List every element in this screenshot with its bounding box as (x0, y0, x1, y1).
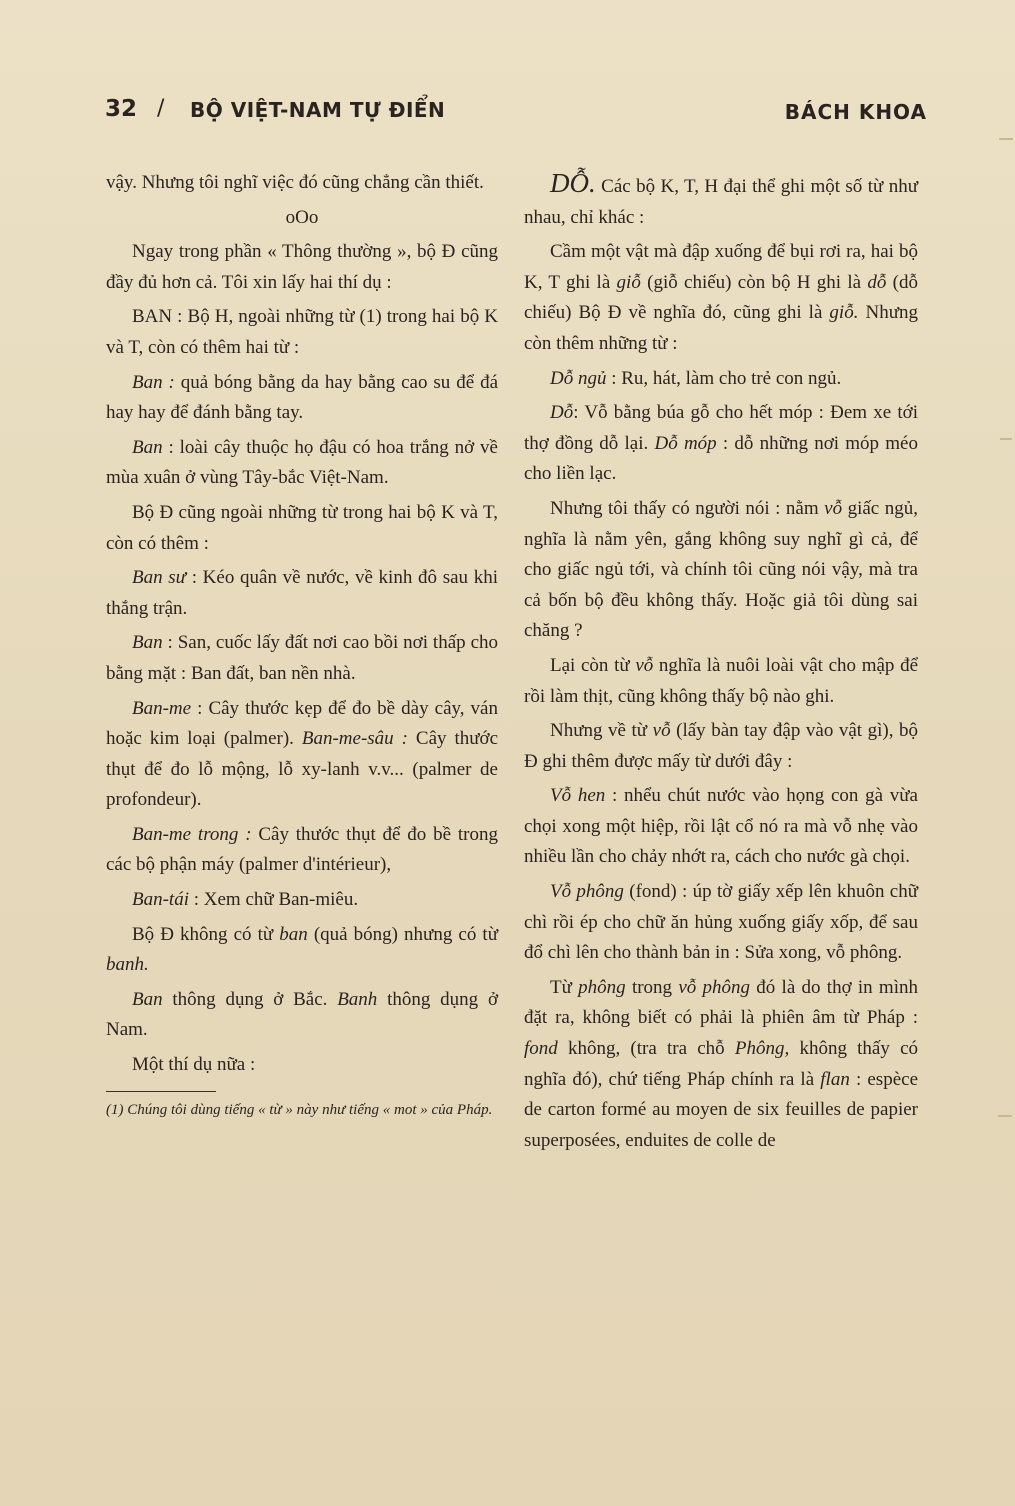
text-run: thông dụng ở Nam. (106, 988, 498, 1041)
text-run: (dỗ chiếu) Bộ Đ về nghĩa đó, cũng ghi là (524, 271, 918, 324)
entry-term: Ban (132, 988, 163, 1010)
dictionary-entry (106, 368, 498, 429)
text-run: đó là do thợ in mình đặt ra, không biết có phải là phiên âm từ Pháp : (524, 976, 918, 1029)
entry-definition: : dỗ những nơi móp méo cho liền lạc. (524, 432, 918, 485)
text-run: không, (tra tra chỗ (557, 1038, 735, 1060)
entry-term: Ban-me-sâu : (301, 728, 408, 750)
text-run: Nhưng về từ (550, 720, 653, 742)
text-run: Bộ Đ không có từ (132, 923, 280, 945)
dictionary-entry (106, 628, 498, 689)
entry-term: Vỗ phông (550, 881, 624, 903)
text-run: (quả bóng) nhưng có từ (307, 923, 498, 945)
dictionary-entry (106, 563, 498, 624)
header-separator: / (157, 96, 165, 121)
entry-term: giỗ (616, 271, 641, 293)
entry-definition: : loài cây thuộc họ đậu có hoa trắng nở về mùa xuân ở vùng Tây-bắc Việt-Nam. (106, 436, 498, 489)
entry-term: Ban-me trong : (132, 823, 252, 845)
entry-headword: DỖ. (550, 168, 596, 198)
entry-definition: : nhểu chút nước vào họng con gà vừa chọi xong một hiệp, rồi lật cổ nó ra mà vỗ nhẹ vào nhiều lần cho chảy nhớt ra, cách cho nước gà chọi. (524, 785, 918, 868)
right-column (524, 168, 918, 1160)
paper-mark (999, 138, 1013, 140)
dictionary-entry (524, 364, 918, 395)
running-title: BỘ VIỆT-NAM TỰ ĐIỂN (190, 98, 446, 122)
entry-term: fond (524, 1038, 558, 1060)
entry-term: Ban (132, 436, 163, 458)
entry-term: Vỗ hen (550, 785, 606, 807)
text-run: thông dụng ở Bắc. (162, 988, 338, 1010)
entry-definition: : Vỗ bằng búa gỗ cho hết móp : Đem xe tới thợ đồng dỗ lại. (524, 402, 918, 454)
paragraph: Một thí dụ nữa : (132, 1054, 256, 1076)
text-run: (lấy bàn tay đập vào vật gì), bộ Đ ghi thêm được mấy từ dưới đây : (524, 720, 918, 772)
entry-term: flan (820, 1068, 850, 1090)
footnote-rule (106, 1091, 216, 1092)
text-run: Nhưng còn thêm những từ : (524, 302, 918, 354)
text-run: trong (625, 976, 679, 998)
text-run: Cầm một vật mà đập xuống để bụi rơi ra, hai bộ K, T ghi là (524, 241, 918, 293)
entry-term: Dỗ ngủ (550, 367, 607, 389)
entry-term: Ban (132, 632, 163, 654)
magazine-name: BÁCH KHOA (784, 100, 927, 124)
text-run: giấc ngủ, nghĩa là nằm yên, gắng không suy nghĩ gì cả, để cho giấc ngủ tới, và chính tôi cũng nói vậy, mà tra cả bốn bộ đều không thấy. Hoặc giả tôi dùng sai chăng ? (524, 497, 918, 642)
text-run: (giỗ chiếu) còn bộ H ghi là (640, 271, 868, 293)
entry-term: Ban : (132, 371, 175, 393)
entry-definition: quả bóng bằng da hay bằng cao su để đá hay hay để đánh bằng tay. (106, 371, 498, 424)
dictionary-entry (524, 398, 918, 490)
paragraph (524, 237, 918, 359)
paragraph: vậy. Nhưng tôi nghĩ việc đó cũng chẳng cần thiết. (106, 172, 484, 193)
entry-definition: Các bộ K, T, H đại thể ghi một số từ như nhau, chỉ khác : (524, 176, 918, 228)
entry-term: dỗ (867, 271, 887, 293)
entry-term: banh. (106, 954, 149, 976)
entry-definition: Cây thước thụt để đo bề trong các bộ phận máy (palmer d'intérieur), (106, 823, 498, 876)
paragraph (106, 920, 498, 981)
entry-definition: : Cây thước kẹp để đo bề dày cây, ván hoặc kim loại (palmer). (106, 697, 498, 750)
paragraph (524, 494, 918, 647)
entry-term: Banh (337, 988, 378, 1010)
entry-term: Dỗ móp (654, 432, 717, 454)
left-column (106, 168, 498, 1126)
entry-definition: : Ru, hát, làm cho trẻ con ngủ. (606, 367, 842, 389)
paragraph (524, 651, 918, 712)
entry-term: vỗ (824, 497, 843, 519)
paragraph: Bộ Đ cũng ngoài những từ trong hai bộ K và T, còn có thêm : (106, 501, 498, 554)
text-run: Lại còn từ (550, 654, 636, 676)
entry-term: vỗ (635, 654, 654, 676)
paper-mark (1000, 438, 1012, 440)
page-header (105, 96, 927, 132)
entry-term: Dỗ (550, 402, 574, 424)
paragraph: Ngay trong phần « Thông thường », bộ Đ cũng đầy đủ hơn cả. Tôi xin lấy hai thí dụ : (106, 241, 498, 293)
entry-definition: : Kéo quân về nước, về kinh đô sau khi thắng trận. (106, 567, 498, 619)
entry-term: Ban sư (132, 567, 187, 589)
dictionary-entry (524, 168, 918, 233)
section-divider: oOo (285, 206, 319, 228)
text-run: không thấy có nghĩa đó), chứ tiếng Pháp chính ra là (524, 1038, 918, 1090)
dictionary-entry (106, 820, 498, 881)
entry-term: Ban-tái (132, 889, 189, 911)
entry-term: vỗ phông (678, 976, 751, 998)
entry-term: Ban-me (132, 697, 192, 719)
text-run: Nhưng tôi thấy có người nói : nằm (550, 497, 825, 519)
entry-term: vỗ (652, 720, 671, 742)
dictionary-entry (106, 694, 498, 816)
paragraph (524, 716, 918, 777)
page-number: 32 (105, 96, 138, 122)
entry-term: phông (578, 976, 626, 998)
text-run: Từ (550, 976, 579, 998)
entry-term: giỗ. (829, 302, 859, 324)
paragraph: BAN : Bộ H, ngoài những từ (1) trong hai bộ K và T, còn có thêm hai từ : (106, 306, 498, 358)
dictionary-entry (106, 885, 498, 916)
entry-definition: : San, cuốc lấy đất nơi cao bồi nơi thấp cho bằng mặt : Ban đất, ban nền nhà. (106, 632, 498, 684)
paper-mark (998, 1115, 1012, 1117)
paragraph (524, 973, 918, 1157)
dictionary-entry (106, 433, 498, 494)
entry-definition: Cây thước thụt để đo lỗ mộng, lỗ xy-lanh v.v... (palmer de profondeur). (106, 728, 499, 811)
text-run: : espèce de carton formé au moyen de six feuilles de papier superposées, enduites de colle de (524, 1068, 918, 1151)
dictionary-entry (524, 781, 918, 873)
entry-definition: (fond) : úp tờ giấy xếp lên khuôn chữ chì rồi ép cho chữ ăn hủng xuống giấy xốp, để sau đổ chì lên cho thành bản in : Sửa xong, vỗ phông. (524, 881, 918, 964)
dictionary-entry (524, 877, 918, 969)
footnote: (1) Chúng tôi dùng tiếng « từ » này như tiếng « mot » của Pháp. (106, 1101, 493, 1118)
entry-term: ban (279, 923, 308, 945)
text-run: nghĩa là nuôi loài vật cho mập để rồi làm thịt, cũng không thấy bộ nào ghi. (524, 654, 919, 707)
entry-term: Phông, (734, 1038, 790, 1060)
paragraph (106, 985, 498, 1046)
entry-definition: : Xem chữ Ban-miêu. (189, 889, 359, 911)
